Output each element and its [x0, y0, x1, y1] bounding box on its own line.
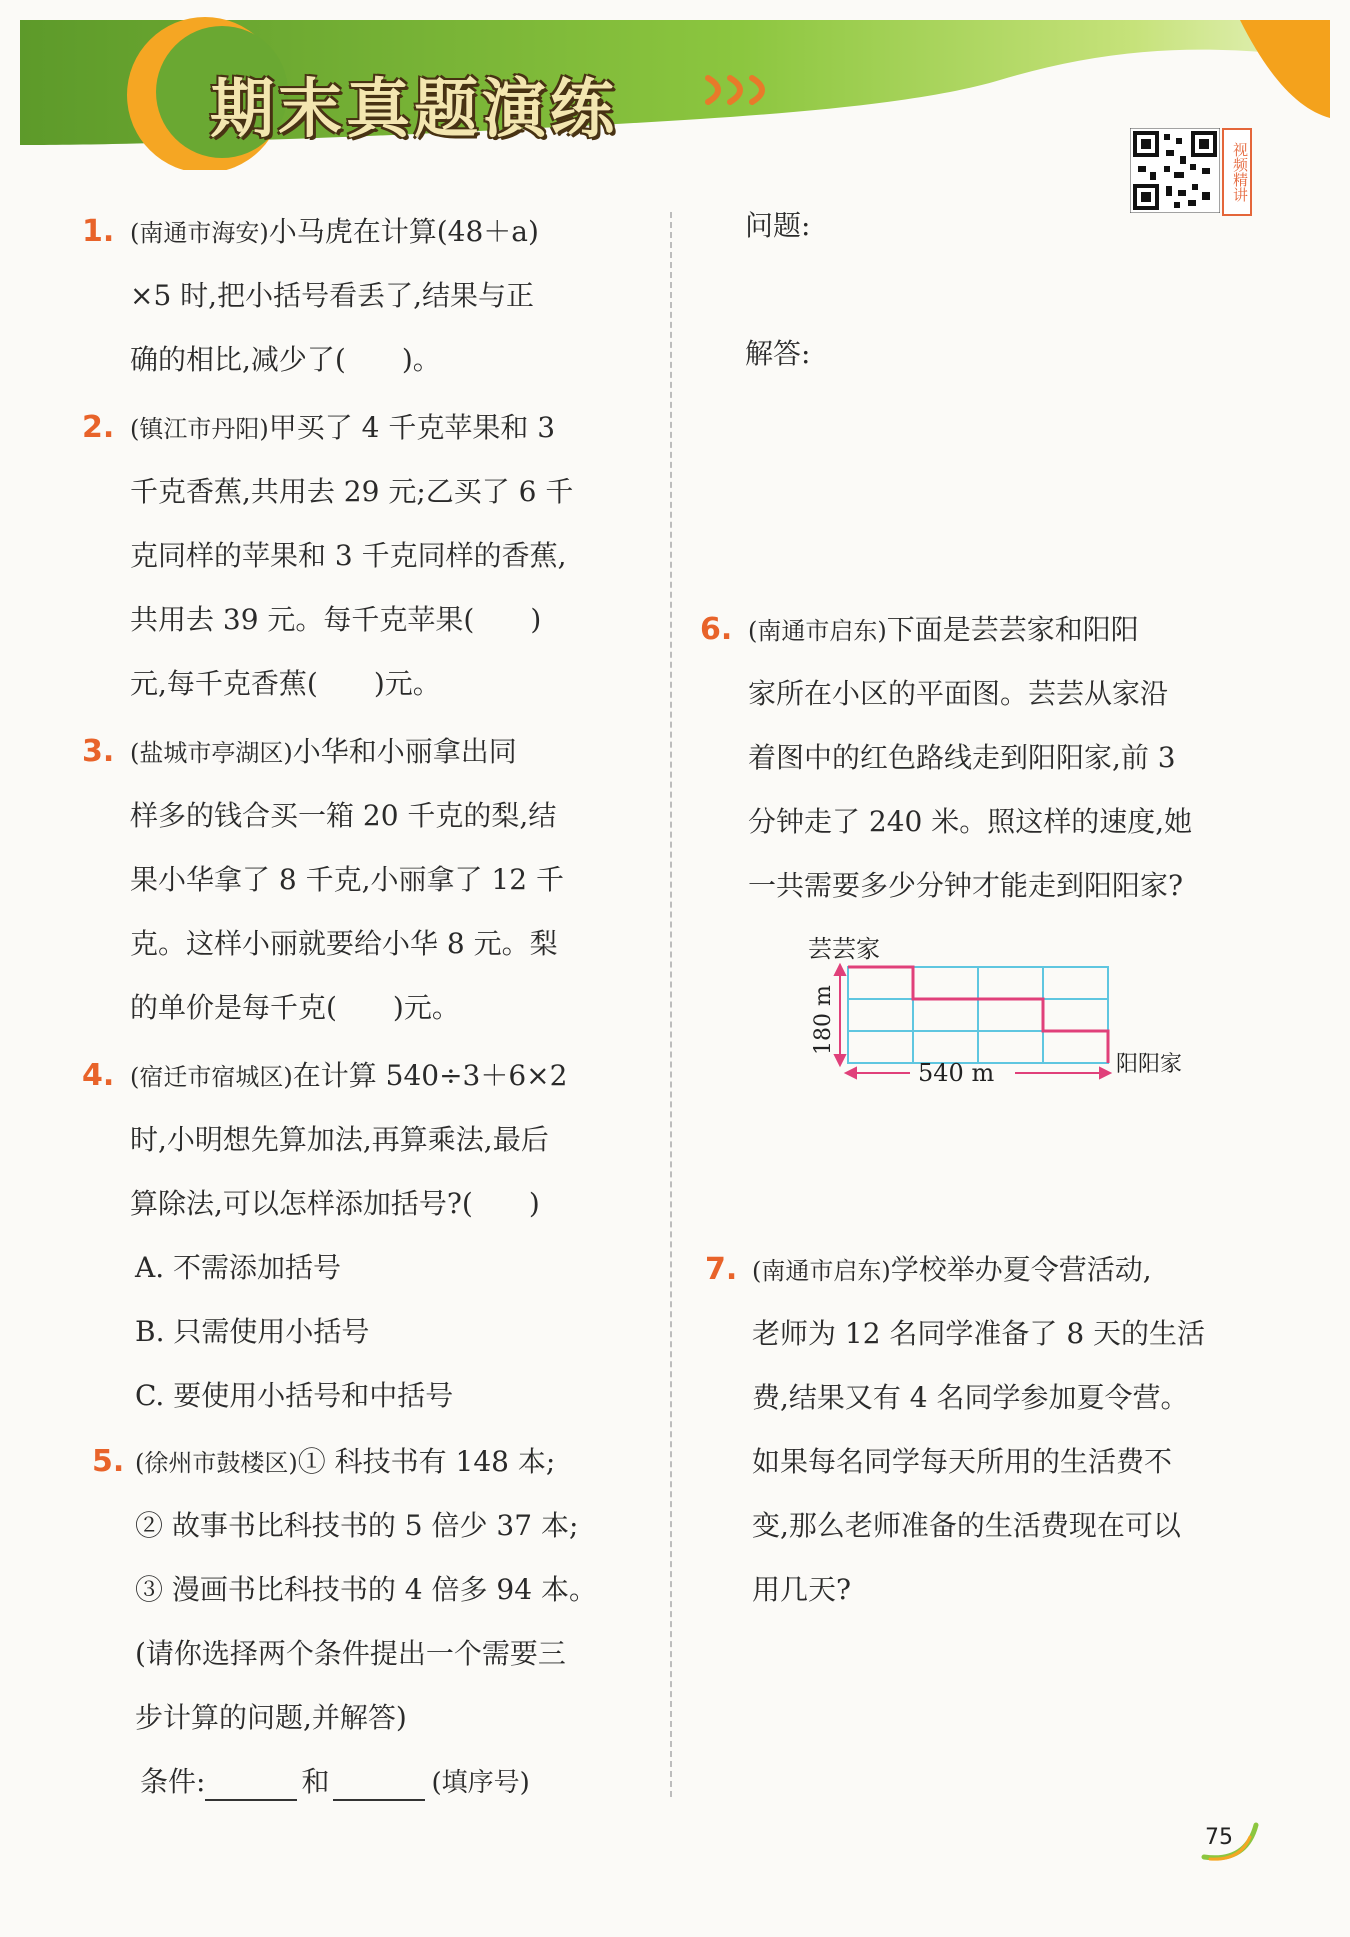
question-1-line-2: ×5 时,把小括号看丢了,结果与正	[130, 279, 534, 312]
question-2-line-2: 千克香蕉,共用去 29 元;乙买了 6 千	[130, 475, 574, 508]
question-1-line-1	[130, 214, 539, 251]
question-5-instruction-2: 步计算的问题,并解答)	[135, 1701, 407, 1734]
question-7-line-4: 如果每名同学每天所用的生活费不	[752, 1445, 1173, 1478]
question-3-line-3: 果小华拿了 8 千克,小丽拿了 12 千	[130, 863, 564, 896]
question-2-line-5: 元,每千克香蕉( )元。	[130, 667, 441, 700]
question-6-text: 下面是芸芸家和阳阳	[886, 613, 1139, 646]
question-number-6: 6.	[700, 612, 733, 647]
question-number-5: 5.	[92, 1444, 125, 1479]
condition-blank-1[interactable]	[205, 1769, 297, 1801]
question-5-line-1	[135, 1444, 555, 1481]
question-number-4: 4.	[82, 1058, 115, 1093]
question-5-answer-area[interactable]	[745, 380, 1265, 580]
question-2-line-3: 克同样的苹果和 3 千克同样的香蕉,	[130, 539, 567, 572]
question-4-option-a[interactable]: A. 不需添加括号	[135, 1251, 342, 1284]
question-6-line-3: 着图中的红色路线走到阳阳家,前 3	[748, 741, 1176, 774]
question-number-3: 3.	[82, 734, 115, 769]
qr-label: 视频精讲	[1222, 128, 1252, 216]
end-label: 阳阳家	[1116, 1052, 1183, 1077]
condition-blank-2[interactable]	[333, 1769, 425, 1801]
question-2-line-4: 共用去 39 元。每千克苹果( )	[130, 603, 542, 636]
question-1-text: 小马虎在计算(48＋a)	[268, 215, 539, 248]
question-3-line-2: 样多的钱合买一箱 20 千克的梨,结	[130, 799, 557, 832]
block-grid	[848, 967, 1108, 1063]
width-label: 540 m	[918, 1059, 995, 1087]
condition-label: 条件:	[140, 1765, 206, 1798]
question-4-option-b[interactable]: B. 只需使用小括号	[135, 1315, 370, 1348]
page-number-swoosh-icon	[1196, 1815, 1266, 1865]
question-2-source: (镇江市丹阳)	[130, 415, 269, 443]
question-1-source: (南通市海安)	[130, 219, 269, 247]
height-arrow	[835, 965, 845, 1065]
question-5-question-label: 问题:	[745, 209, 811, 242]
question-4-line-1	[130, 1058, 567, 1095]
question-7-text: 学校举办夏令营活动,	[890, 1253, 1152, 1286]
question-7-line-2: 老师为 12 名同学准备了 8 天的生活	[752, 1317, 1206, 1350]
question-4-line-2: 时,小明想先算加法,再算乘法,最后	[130, 1123, 549, 1156]
question-6-line-4: 分钟走了 240 米。照这样的速度,她	[748, 805, 1193, 838]
question-4-line-3: 算除法,可以怎样添加括号?( )	[130, 1187, 540, 1220]
route-diagram	[790, 925, 1210, 1095]
question-4-text: 在计算 540÷3＋6×2	[292, 1059, 568, 1092]
title-arrows-icon	[700, 70, 780, 110]
question-3-line-4: 克。这样小丽就要给小华 8 元。梨	[130, 927, 558, 960]
question-7-line-3: 费,结果又有 4 名同学参加夏令营。	[752, 1381, 1189, 1414]
question-5-condition-1: ① 科技书有 148 本;	[297, 1445, 556, 1478]
question-7-line-6: 用几天?	[752, 1573, 852, 1606]
question-1-line-3: 确的相比,减少了( )。	[130, 343, 441, 376]
condition-note: (填序号)	[431, 1768, 530, 1798]
condition-and: 和	[301, 1765, 330, 1798]
question-4-option-c[interactable]: C. 要使用小括号和中括号	[135, 1379, 454, 1412]
question-6-line-1	[748, 612, 1139, 649]
question-7-line-1	[752, 1252, 1152, 1289]
question-3-line-1	[130, 734, 517, 771]
question-7-line-5: 变,那么老师准备的生活费现在可以	[752, 1509, 1181, 1542]
question-6-line-5: 一共需要多少分钟才能走到阳阳家?	[748, 869, 1184, 902]
question-5-condition-3: ③ 漫画书比科技书的 4 倍多 94 本。	[135, 1573, 597, 1606]
question-5-condition-2: ② 故事书比科技书的 5 倍少 37 本;	[135, 1509, 579, 1542]
question-3-line-5: 的单价是每千克( )元。	[130, 991, 460, 1024]
column-divider	[670, 212, 672, 1797]
question-7-source: (南通市启东)	[752, 1257, 891, 1285]
question-5-condition-row	[140, 1764, 530, 1801]
question-2-line-1	[130, 410, 555, 447]
qr-code-icon[interactable]	[1130, 128, 1220, 213]
question-2-text: 甲买了 4 千克苹果和 3	[268, 411, 556, 444]
question-5-answer-label: 解答:	[745, 337, 811, 370]
question-number-2: 2.	[82, 410, 115, 445]
question-3-source: (盐城市亭湖区)	[130, 739, 293, 767]
question-5-instruction-1: (请你选择两个条件提出一个需要三	[135, 1637, 566, 1670]
question-number-7: 7.	[705, 1252, 738, 1287]
page-title: 期末真题演练	[210, 73, 618, 147]
question-6-source: (南通市启东)	[748, 617, 887, 645]
start-label: 芸芸家	[808, 935, 880, 963]
question-number-1: 1.	[82, 214, 115, 249]
question-5-source: (徐州市鼓楼区)	[135, 1449, 298, 1477]
page-number: 75	[1205, 1825, 1233, 1850]
question-4-source: (宿迁市宿城区)	[130, 1063, 293, 1091]
question-3-text: 小华和小丽拿出同	[292, 735, 517, 768]
height-label: 180 m	[811, 985, 836, 1055]
question-6-line-2: 家所在小区的平面图。芸芸从家沿	[748, 677, 1169, 710]
